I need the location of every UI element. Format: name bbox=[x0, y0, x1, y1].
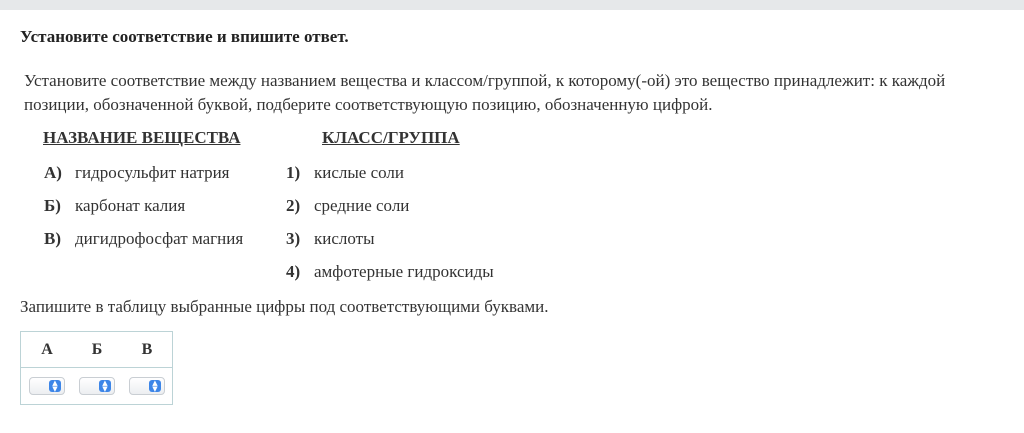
class-group-header: КЛАСС/ГРУППА bbox=[322, 128, 460, 147]
substance-name-header: НАЗВАНИЕ ВЕЩЕСТВА bbox=[43, 128, 241, 147]
substance-item-b bbox=[44, 196, 185, 216]
up-down-chevron-icon: ▲ ▼ bbox=[49, 380, 61, 392]
column-header-b: Б bbox=[91, 341, 103, 358]
item-key: 2) bbox=[286, 196, 301, 215]
item-key: 3) bbox=[286, 229, 301, 248]
answer-table-header bbox=[21, 332, 172, 368]
item-text: кислоты bbox=[314, 229, 375, 248]
answer-table bbox=[20, 331, 173, 405]
question-text: Установите соответствие между названием вещества и классом/группой, к которому(-ой) это вещество принадлежит: к каждой позиции, обозначенной буквой, подберите соответствующую позицию, обозначенную цифрой. bbox=[24, 71, 946, 114]
column-header-v: В bbox=[141, 341, 153, 358]
item-text: гидросульфит натрия bbox=[75, 163, 230, 182]
column-header-a: А bbox=[41, 341, 53, 358]
answer-select-v[interactable] bbox=[129, 377, 165, 395]
substance-item-a bbox=[44, 163, 230, 183]
item-text: средние соли bbox=[314, 196, 410, 215]
substance-item-v bbox=[44, 229, 243, 249]
up-down-chevron-icon: ▲ ▼ bbox=[149, 380, 161, 392]
item-text: карбонат калия bbox=[75, 196, 186, 215]
answer-select-a[interactable] bbox=[29, 377, 65, 395]
answer-instruction: Запишите в таблицу выбранные цифры под соответствующими буквами. bbox=[20, 297, 549, 316]
item-key: Б) bbox=[44, 196, 61, 215]
item-key: А) bbox=[44, 163, 62, 182]
answer-select-b[interactable] bbox=[79, 377, 115, 395]
class-item-2 bbox=[286, 196, 409, 216]
class-item-1 bbox=[286, 163, 404, 183]
class-item-4 bbox=[286, 262, 494, 282]
item-key: 4) bbox=[286, 262, 301, 281]
up-down-chevron-icon: ▲ ▼ bbox=[99, 380, 111, 392]
item-key: 1) bbox=[286, 163, 301, 182]
item-key: В) bbox=[44, 229, 61, 248]
task-heading: Установите соответствие и впишите ответ. bbox=[20, 27, 349, 46]
item-text: кислые соли bbox=[314, 163, 405, 182]
top-bar bbox=[0, 0, 1024, 10]
item-text: дигидрофосфат магния bbox=[75, 229, 244, 248]
class-item-3 bbox=[286, 229, 375, 249]
item-text: амфотерные гидроксиды bbox=[314, 262, 494, 281]
